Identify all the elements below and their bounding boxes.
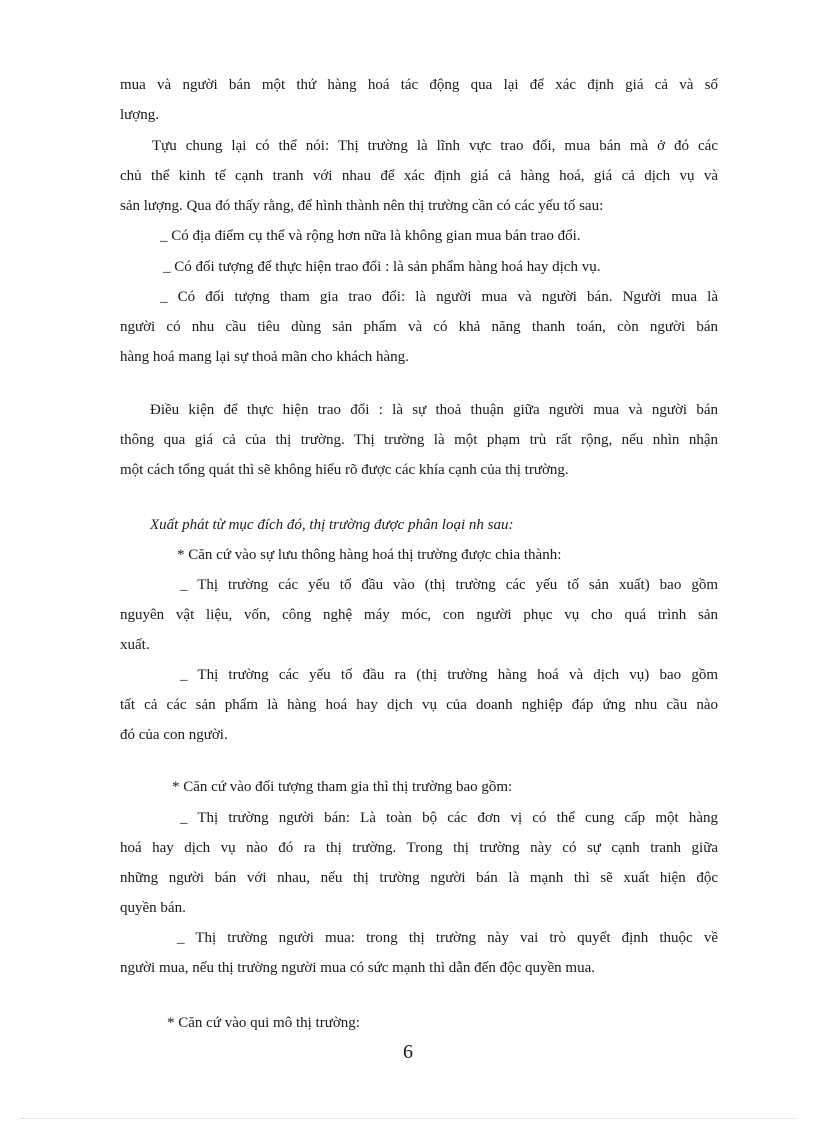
bullet-line: _ Thị trường các yếu tố đầu vào (thị trường các yếu tố sản xuất) bao gồm xyxy=(180,577,718,593)
text-line: xuất. xyxy=(120,637,150,653)
text-line: nguyên vật liệu, vốn, công nghệ máy móc, con người phục vụ cho quá trình sản xyxy=(120,607,718,623)
bullet-line: _ Có đối tượng để thực hiện trao đổi : là sản phẩm hàng hoá hay dịch vụ. xyxy=(163,259,601,275)
page-number: 6 xyxy=(403,1041,413,1063)
bullet-line: _ Có đối tượng tham gia trao đổi: là người mua và người bán. Người mua là xyxy=(160,289,718,305)
text-line: Điều kiện để thực hiện trao đổi : là sự thoả thuận giữa người mua và người bán xyxy=(150,402,718,418)
criterion-heading: * Căn cứ vào qui mô thị trường: xyxy=(167,1015,360,1031)
text-line: mua và người bán một thứ hàng hoá tác động qua lại để xác định giá cả và số xyxy=(120,77,718,93)
text-line: thông qua giá cả của thị trường. Thị trường là một phạm trù rất rộng, nếu nhìn nhận xyxy=(120,432,718,448)
text-line: hoá hay dịch vụ nào đó ra thị trường. Trong thị trường này có sự cạnh tranh giữa xyxy=(120,840,718,856)
text-line: những người bán với nhau, nếu thị trường người bán là mạnh thì sẽ xuất hiện độc xyxy=(120,870,718,886)
page-bottom-rule xyxy=(20,1118,796,1119)
criterion-heading: * Căn cứ vào đối tượng tham gia thì thị trường bao gồm: xyxy=(172,779,513,795)
criterion-heading: * Căn cứ vào sự lưu thông hàng hoá thị trường được chia thành: xyxy=(177,547,562,563)
text-line: người mua, nếu thị trường người mua có sức mạnh thì dẫn đến độc quyền mua. xyxy=(120,960,595,976)
bullet-line: _ Thị trường các yếu tố đầu ra (thị trường hàng hoá và dịch vụ) bao gồm xyxy=(180,667,718,683)
text-line: sản lượng. Qua đó thấy rằng, để hình thành nên thị trường cần có các yếu tố sau: xyxy=(120,198,604,214)
text-line: chủ thể kinh tế cạnh tranh với nhau để xác định giá cả hàng hoá, giá cả dịch vụ và xyxy=(120,168,718,184)
text-line: tất cả các sản phẩm là hàng hoá hay dịch vụ của doanh nghiệp đáp ứng nhu cầu nào xyxy=(120,697,718,713)
text-line: Tựu chung lại có thể nói: Thị trường là lĩnh vực trao đổi, mua bán mà ở đó các xyxy=(152,138,718,154)
text-line: quyền bán. xyxy=(120,900,186,916)
bullet-line: _ Thị trường người mua: trong thị trường này vai trò quyết định thuộc về xyxy=(177,930,718,946)
bullet-line: _ Có địa điểm cụ thể và rộng hơn nữa là không gian mua bán trao đổi. xyxy=(160,228,581,244)
section-intro: Xuất phát từ mục đích đó, thị trường được phân loại nh sau: xyxy=(150,517,514,533)
bullet-line: _ Thị trường người bán: Là toàn bộ các đơn vị có thể cung cấp một hàng xyxy=(180,810,718,826)
text-line: một cách tổng quát thì sẽ không hiểu rõ được các khía cạnh của thị trường. xyxy=(120,462,569,478)
text-line: lượng. xyxy=(120,107,159,123)
text-line: hàng hoá mang lại sự thoả mãn cho khách hàng. xyxy=(120,349,409,365)
text-line: đó của con người. xyxy=(120,727,228,743)
text-line: người có nhu cầu tiêu dùng sản phẩm và có khả năng thanh toán, còn người bán xyxy=(120,319,718,335)
